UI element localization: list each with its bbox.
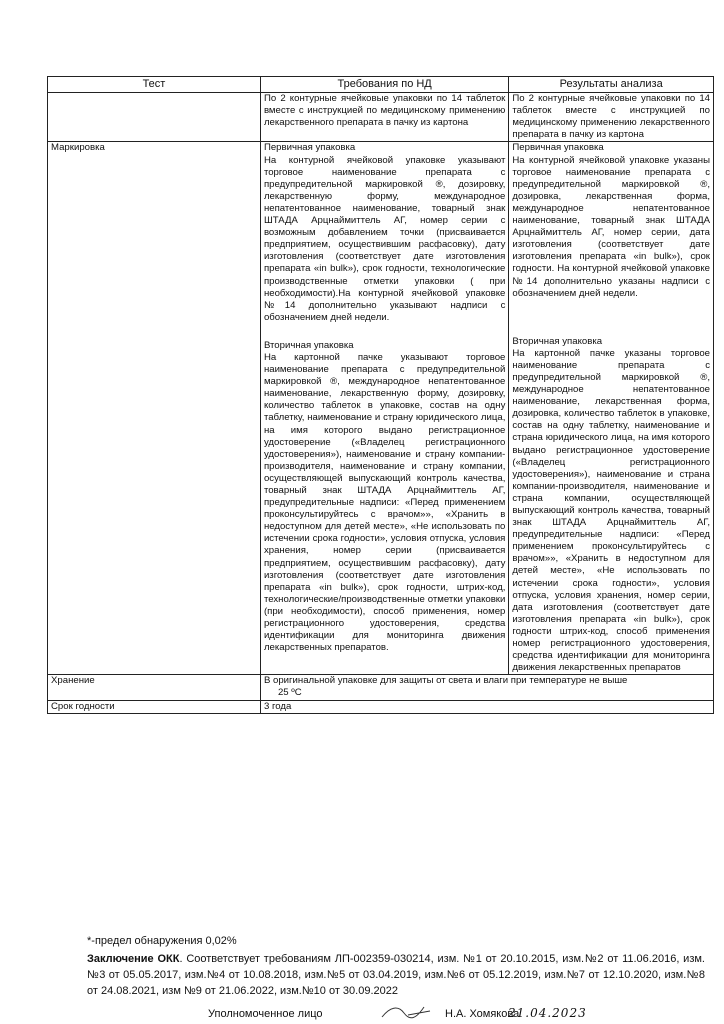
header-test: Тест <box>48 77 261 93</box>
signatory-name: Н.А. Хомякова <box>445 1008 520 1020</box>
cell-packaging-requirement: По 2 контурные ячейковые упаковки по 14 таблеток вместе с инструкцией по медицинскому применению лекарственного препарата в пачку из картона <box>260 93 508 142</box>
header-requirements: Требования по НД <box>260 77 508 93</box>
conclusion-text: . Соответствует требованиям ЛП-002359-030214, изм. №1 от 20.10.2015, изм.№2 от 11.06.2016, изм.№3 от 05.05.2017, изм.№4 от 10.08.2018, изм.№5 от 03.04.2019, изм.№6 от 05.12.2019, изм.№7 от 12.10.2020, изм.№8 от 24.08.2021, изм №9 от 21.06.2022, изм.№10 от 30.09.2022 <box>87 953 705 998</box>
handwritten-date: 21.04.2023 <box>508 1006 587 1020</box>
cell-empty <box>48 93 261 142</box>
header-results: Результаты анализа <box>509 77 714 93</box>
conclusion-label: Заключение ОКК <box>87 953 180 965</box>
cell-storage-test: Хранение <box>48 675 261 700</box>
res-primary-title: Первичная упаковка <box>512 142 604 154</box>
table-row-marking <box>48 142 714 675</box>
storage-line2: 25 ºС <box>277 687 302 699</box>
table-row-shelf-life <box>48 700 714 713</box>
cell-shelf-life-test: Срок годности <box>48 700 261 713</box>
conclusion <box>87 951 705 1000</box>
cell-marking-requirement <box>260 142 508 675</box>
res-secondary-text: На картонной пачке указаны торговое наименование препарата с предупредительной маркировкой ®, международное непатентованное наименование, лекарственная форма, дозировка, количество таблеток в упаковке, состав на одну таблетку, наименование и страна юридического лица, на имя которого выдано регистрационное удостоверение («Владелец регистрационного удостоверения»), наименование и страна компании-производителя, наименование и страна компании, осуществляющей выпускающий контроль качества, товарный знак ШТАДА Арцнаймиттель АГ, предупредительные надписи: «Перед применением проконсультируйтесь с врачом»», «Хранить в недоступном для детей месте», «Не использовать по истечении срока годности», условия отпуска, условия хранения, номер серии, дата изготовления (соответствует дате изготовления препарата «in bulk»), срок годности штрих-код, способ применения номер регистрационного удостоверения, средства идентификации для мониторинга движения лекарственных препаратов <box>512 347 710 674</box>
res-primary-text: На контурной ячейковой упаковке указаны торговое наименование препарата с предупредительной маркировкой ®, дозировка, лекарственная форма, международное непатентованное наименование, товарный знак ШТАДА Арцнаймиттель АГ, номер серии, дата изготовления (соответствует дате изготовления препарата «in bulk»), срок годности. На контурной ячейковой упаковке №14 дополнительно указаны надписи с обозначением дней недели. <box>512 154 710 299</box>
res-secondary-title: Вторичная упаковка <box>512 335 603 347</box>
cell-storage-value <box>260 675 713 700</box>
signature-mark <box>380 1003 432 1021</box>
table-row-packaging <box>48 93 714 142</box>
req-primary-title: Первичная упаковка <box>263 142 356 154</box>
spacer <box>264 324 505 340</box>
table-header-row <box>48 77 714 93</box>
req-secondary-text: На картонной пачке указывают торговое наименование препарата с предупредительной маркировкой ®, международное непатентованное наименование, лекарственную форму, дозировку, количество таблеток в упаковке, состав на одну таблетку, наименование и страну юридического лица, на имя которого выдано регистрационное удостоверение («Владелец регистрационного удостоверения»), наименование и страну компании-производителя, наименование и страну компании, осуществляющей выпускающий контроль качества, товарный знак ШТАДА Арцнаймиттель АГ, предупредительные надписи: «Перед применением проконсультируйтесь с врачом»», «Хранить в недоступном для детей месте», «Не использовать по истечении срока годности», условия отпуска, условия хранения, номер серии (присваивается предприятием, осуществившим расфасовку), дату изготовления (соответствует дате изготовления препарата «in bulk»), срок годности, штрих-код, технологические/производственные отметки упаковки (при необходимости), способ применения, номер регистрационного удостоверения, средства идентификации для мониторинга движения лекарственных препаратов. <box>263 351 506 654</box>
cell-shelf-life-value: 3 года <box>260 700 713 713</box>
cell-packaging-result: По 2 контурные ячейковые упаковки по 14 таблеток вместе с инструкцией по медицинскому применению лекарственного препарата в пачку из картона <box>509 93 714 142</box>
req-primary-text: На контурной ячейковой упаковке указывают торговое наименование препарата с предупредительной маркировкой ®, дозировку, лекарственную форму, международное непатентованное наименование, товарный знак ШТАДА Арцнаймиттель АГ, номер серии с возможным добавлением точки (присваивается предприятием, осуществившим расфасовку), дату изготовления (соответствует дате изготовления препарата «in bulk»), срок годности, технологические производственные отметки упаковки ( при необходимости).На контурной ячейковой упаковке №14 дополнительно указывают надписи с обозначением дней недели. <box>263 154 506 323</box>
req-secondary-title: Вторичная упаковка <box>263 339 354 351</box>
footnote: *-предел обнаружения 0,02% <box>87 935 237 947</box>
table-row-storage <box>48 675 714 700</box>
spacer <box>512 300 710 336</box>
signatory-role: Уполномоченное лицо <box>208 1008 323 1020</box>
storage-line1: В оригинальной упаковке для защиты от света и влаги при температуре не выше <box>263 675 628 687</box>
cell-marking-test: Маркировка <box>48 142 261 675</box>
cell-marking-result <box>509 142 714 675</box>
analysis-table <box>47 76 714 714</box>
